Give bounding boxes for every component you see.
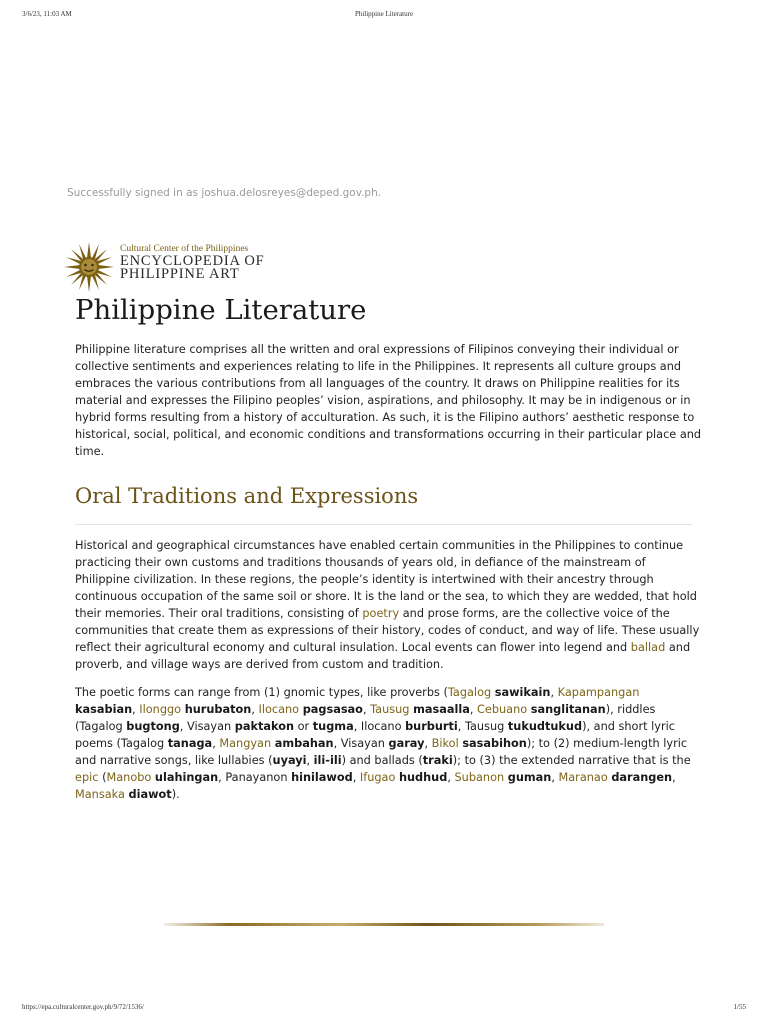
text-run: , Panayanon bbox=[218, 771, 292, 784]
link-manobo[interactable]: Manobo bbox=[106, 771, 152, 784]
term-guman: guman bbox=[507, 771, 552, 784]
term-sawikain: sawikain bbox=[494, 686, 551, 699]
sun-emblem-icon bbox=[64, 242, 114, 292]
term-sanglitanan: sanglitanan bbox=[530, 703, 606, 716]
term-sasabihon: sasabihon bbox=[462, 737, 527, 750]
link-ilonggo[interactable]: Ilonggo bbox=[139, 703, 182, 716]
link-ilocano[interactable]: Ilocano bbox=[258, 703, 300, 716]
link-tausug[interactable]: Tausug bbox=[370, 703, 410, 716]
intro-paragraph: Philippine literature comprises all the written and oral expressions of Filipinos conveying their individual or collective sentiments and experiences relating to life in the Philippines. It represents all culture groups and embraces the various contributions from all languages of the country. It draws on Philippine realities for its material and expresses the Filipino peoples’ vision, aspirations, and philosophy. It may be in indigenous or in hybrid forms resulting from a history of acculturation. As such, it is the Filipino authors’ aesthetic response to historical, social, political, and economic conditions and transformations occurring in their particular place and time. bbox=[75, 343, 702, 458]
term-ili-ili: ili-ili bbox=[313, 754, 342, 767]
link-mangyan[interactable]: Mangyan bbox=[219, 737, 272, 750]
term-hudhud: hudhud bbox=[398, 771, 448, 784]
poetic-forms-paragraph: The poetic forms can range from (1) gnomic types, like proverbs (Tagalog sawikain, Kapampangan kasabian, Ilonggo hurubaton, Ilocano pagsasao, Tausug masaalla, Cebuano sanglitanan), riddles (Tagalog bugtong, Visayan paktakon or tugma, Ilocano burburti, Tausug tukudtukud), and short lyric poems (Tagalog tanaga, Mangyan ambahan, Visayan garay, Bikol sasabihon); to (2) medium-length lyric and narrative songs, like lullabies (uyayi, ili-ili) and ballads (traki); to (3) the extended narrative that is the epic (Manobo ulahingan, Panayanon hinilawod, Ifugao hudhud, Subanon guman, Maranao darangen, Mansaka diawot). bbox=[75, 686, 691, 801]
logo-text bbox=[120, 244, 265, 281]
link-bikol[interactable]: Bikol bbox=[431, 737, 459, 750]
link-mansaka[interactable]: Mansaka bbox=[75, 788, 125, 801]
link-cebuano[interactable]: Cebuano bbox=[477, 703, 528, 716]
term-darangen: darangen bbox=[611, 771, 673, 784]
link-epic[interactable]: epic bbox=[75, 771, 99, 784]
term-bugtong: bugtong bbox=[126, 720, 180, 733]
text-run: Historical and geographical circumstances have enabled certain communities in the Philippines to continue practicing their own customs and traditions thousands of years old, in defiance of the mainstream of Philippine civilization. In these regions, the people’s identity is intertwined with their ancestry through continuous occupation of the same soil or shore. It is the land or the sea, to which they are wedded, that hold their memories. Their oral traditions, consisting of bbox=[75, 539, 697, 620]
term-tugma: tugma bbox=[312, 720, 354, 733]
signin-status: Successfully signed in as joshua.delosreyes@deped.gov.ph. bbox=[67, 187, 382, 199]
text-run: and proverb, and village ways are derived from custom and tradition. bbox=[75, 641, 691, 671]
text-run: , Tausug bbox=[457, 720, 508, 733]
print-url: https://epa.culturalcenter.gov.ph/9/72/1536/ bbox=[22, 1003, 144, 1011]
section-divider bbox=[75, 524, 692, 525]
text-run: ) and ballads ( bbox=[341, 754, 423, 767]
link-poetry[interactable]: poetry bbox=[362, 607, 400, 620]
logo-line-2: PHILIPPINE ART bbox=[120, 266, 240, 282]
link-ifugao[interactable]: Ifugao bbox=[359, 771, 396, 784]
decorative-divider bbox=[164, 923, 604, 926]
term-tukudtukud: tukudtukud bbox=[507, 720, 583, 733]
section-heading: Oral Traditions and Expressions bbox=[75, 484, 419, 508]
logo-org-name: Cultural Center of the Philippines bbox=[120, 244, 249, 254]
text-run: ); to (2) medium-length lyric and narrative songs, like lullabies ( bbox=[75, 737, 688, 767]
link-ballad[interactable]: ballad bbox=[630, 641, 666, 654]
page-title: Philippine Literature bbox=[75, 294, 367, 326]
text-run: The poetic forms can range from (1) gnomic types, like proverbs ( bbox=[75, 686, 448, 699]
text-run: ). bbox=[171, 788, 180, 801]
logo-line-1: ENCYCLOPEDIA OF bbox=[120, 253, 265, 269]
term-hurubaton: hurubaton bbox=[184, 703, 252, 716]
print-title: Philippine Literature bbox=[354, 10, 414, 18]
text-run: , Visayan bbox=[333, 737, 389, 750]
term-ulahingan: ulahingan bbox=[154, 771, 219, 784]
term-masaalla: masaalla bbox=[413, 703, 470, 716]
term-burburti: burburti bbox=[405, 720, 458, 733]
text-run: ), riddles (Tagalog bbox=[75, 703, 656, 733]
text-run: or bbox=[294, 720, 313, 733]
text-run: , Visayan bbox=[179, 720, 235, 733]
site-logo[interactable] bbox=[64, 242, 264, 292]
link-kapampangan[interactable]: Kapampangan bbox=[557, 686, 640, 699]
text-run: ), and short lyric poems (Tagalog bbox=[75, 720, 675, 750]
term-kasabian: kasabian bbox=[75, 703, 133, 716]
term-ambahan: ambahan bbox=[274, 737, 334, 750]
term-diawot: diawot bbox=[128, 788, 172, 801]
term-pagsasao: pagsasao bbox=[302, 703, 363, 716]
term-tanaga: tanaga bbox=[167, 737, 213, 750]
print-date: 3/6/23, 11:03 AM bbox=[22, 10, 72, 18]
link-tagalog[interactable]: Tagalog bbox=[447, 686, 492, 699]
print-page-number: 1/55 bbox=[733, 1003, 746, 1011]
text-run: and prose forms, are the collective voice of the communities that create them as expressions of their history, codes of conduct, and way of life. These usually reflect their agricultural economy and cultural insulation. Local events can flower into legend and bbox=[75, 607, 700, 654]
text-run: , Ilocano bbox=[353, 720, 406, 733]
link-maranao[interactable]: Maranao bbox=[558, 771, 608, 784]
term-uyayi: uyayi bbox=[272, 754, 307, 767]
text-run: ); to (3) the extended narrative that is the bbox=[452, 754, 691, 767]
term-hinilawod: hinilawod bbox=[291, 771, 353, 784]
term-traki: traki bbox=[422, 754, 453, 767]
text-run: ( bbox=[98, 771, 107, 784]
link-subanon[interactable]: Subanon bbox=[454, 771, 505, 784]
term-paktakon: paktakon bbox=[234, 720, 295, 733]
oral-traditions-paragraph bbox=[75, 537, 703, 673]
term-garay: garay bbox=[388, 737, 425, 750]
